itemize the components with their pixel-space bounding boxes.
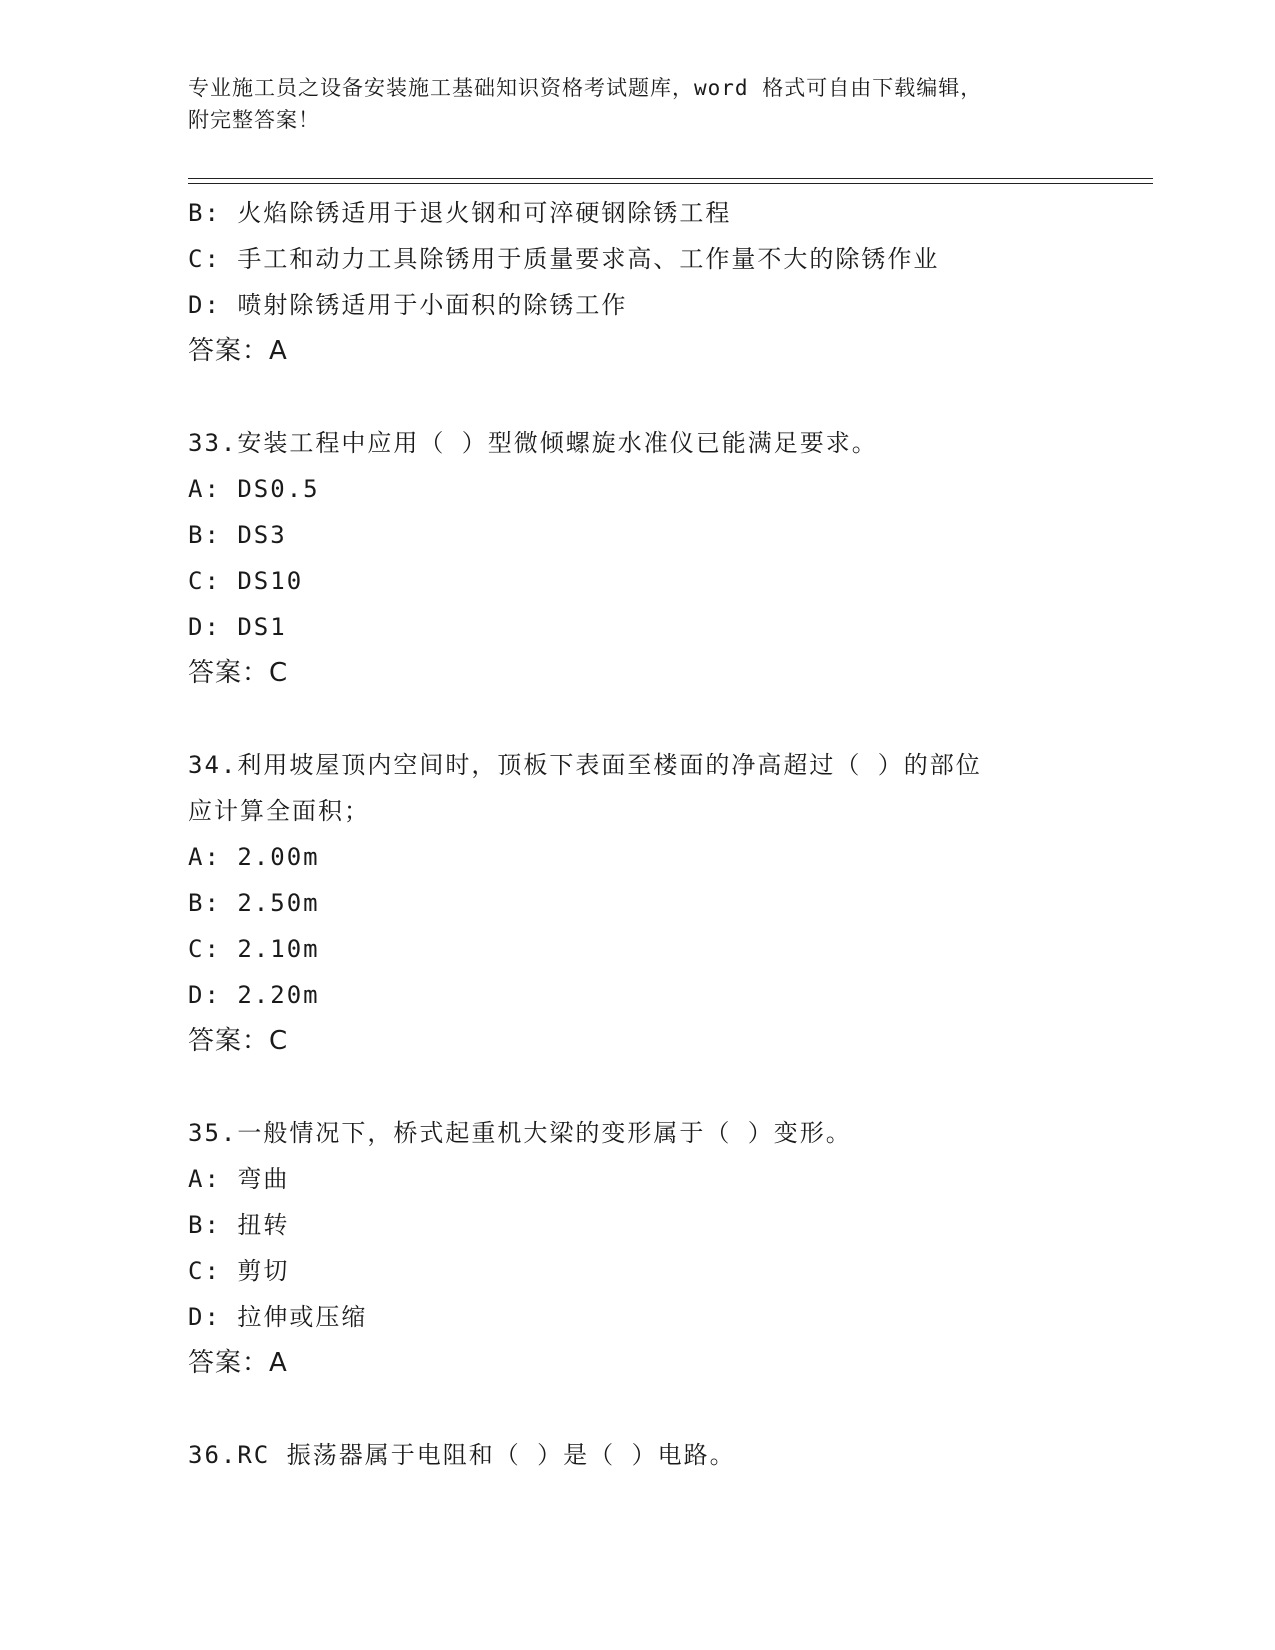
question-35 bbox=[188, 1110, 1153, 1386]
answer: 答案：C bbox=[188, 1026, 289, 1056]
spacer bbox=[188, 696, 1153, 742]
option-a: A: 2.00m bbox=[188, 843, 320, 871]
question-32-continued bbox=[188, 190, 1153, 374]
spacer bbox=[188, 1064, 1153, 1110]
header-divider-bottom bbox=[188, 183, 1153, 184]
option-b: B: 火焰除锈适用于退火钢和可淬硬钢除锈工程 bbox=[188, 199, 732, 227]
question-stem-line-2: 应计算全面积； bbox=[188, 797, 370, 825]
question-stem: 36.RC 振荡器属于电阻和（ ）是（ ）电路。 bbox=[188, 1441, 736, 1469]
option-b: B: 扭转 bbox=[188, 1211, 290, 1239]
question-34 bbox=[188, 742, 1153, 1064]
question-stem: 33.安装工程中应用（ ）型微倾螺旋水准仪已能满足要求。 bbox=[188, 429, 878, 457]
question-list bbox=[188, 190, 1153, 1478]
question-stem: 35.一般情况下，桥式起重机大梁的变形属于（ ）变形。 bbox=[188, 1119, 852, 1147]
answer: 答案：A bbox=[188, 1348, 288, 1378]
option-c: C: 剪切 bbox=[188, 1257, 290, 1285]
spacer bbox=[188, 374, 1153, 420]
option-d: D: DS1 bbox=[188, 613, 287, 641]
option-c: C: 手工和动力工具除锈用于质量要求高、工作量不大的除锈作业 bbox=[188, 245, 940, 273]
option-d: D: 2.20m bbox=[188, 981, 320, 1009]
header-line-1: 专业施工员之设备安装施工基础知识资格考试题库，word 格式可自由下载编辑， bbox=[188, 76, 983, 100]
option-d: D: 拉伸或压缩 bbox=[188, 1303, 368, 1331]
question-36 bbox=[188, 1432, 1153, 1478]
option-c: C: 2.10m bbox=[188, 935, 320, 963]
option-c: C: DS10 bbox=[188, 567, 304, 595]
answer: 答案：A bbox=[188, 336, 288, 366]
option-a: A: DS0.5 bbox=[188, 475, 320, 503]
header-divider-top bbox=[188, 178, 1153, 179]
question-33 bbox=[188, 420, 1153, 696]
question-stem-line-1: 34.利用坡屋顶内空间时，顶板下表面至楼面的净高超过（ ）的部位 bbox=[188, 751, 982, 779]
option-b: B: 2.50m bbox=[188, 889, 320, 917]
document-header bbox=[188, 72, 1068, 136]
option-d: D: 喷射除锈适用于小面积的除锈工作 bbox=[188, 291, 628, 319]
spacer bbox=[188, 1386, 1153, 1432]
option-a: A: 弯曲 bbox=[188, 1165, 290, 1193]
option-b: B: DS3 bbox=[188, 521, 287, 549]
header-line-2: 附完整答案！ bbox=[188, 108, 320, 132]
answer: 答案：C bbox=[188, 658, 289, 688]
